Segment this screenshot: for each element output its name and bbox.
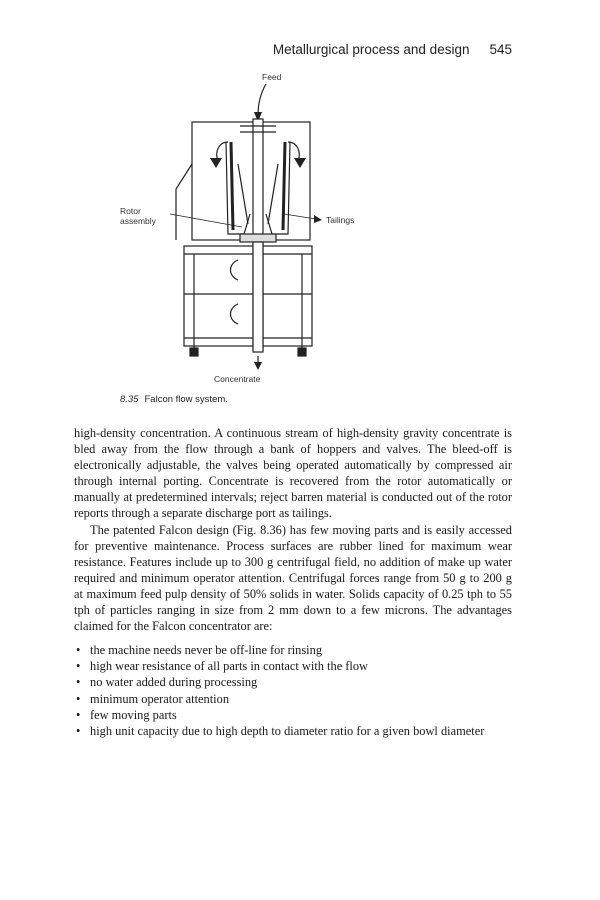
tailings-label: Tailings: [326, 215, 355, 225]
falcon-diagram: [110, 64, 390, 394]
running-header: [273, 42, 512, 57]
feed-label: Feed: [262, 72, 282, 82]
concentrate-label: Concentrate: [214, 374, 261, 384]
rotor-bowl: [226, 142, 250, 234]
list-item: • the machine needs never be off-line for rinsing: [74, 642, 512, 658]
figure-caption-text: Falcon flow system.: [144, 394, 228, 405]
running-title: Metallurgical process and design: [272, 42, 470, 57]
falcon-flow-figure: [110, 64, 390, 394]
paragraph-2: The patented Falcon design (Fig. 8.36) has few moving parts and is easily accessed for preventive maintenance. Process surfaces are rubber lined for maximum wear resistance. Features include up to 300 g centrifugal field, no addition of make up water required and minimum operator attention. Centrifugal forces range from 50 g to 200 g at maximum feed pulp density of 50% solids in water. Solids capacity of 0.25 tph to 55 tph of particles ranging in size from 2 mm down to a few microns. The advantages claimed for the Falcon concentrator are:: [74, 522, 512, 634]
rotor-label-line1: Rotor: [120, 206, 141, 216]
paragraph-1: high-density concentration. A continuous stream of high-density gravity concentrate is bled away from the flow through a bank of hoppers and valves. The bleed-off is electronically adjustable, the valves being operated automatically by compressed air through internal porting. Concentrate is recovered from the rotor automatically or manually at predetermined intervals; reject barren material is conducted out of the rotor reports through a separate discharge port as tailings.: [74, 426, 512, 521]
body-text: [74, 425, 512, 739]
figure-caption: [120, 394, 228, 405]
list-item: • few moving parts: [74, 707, 512, 723]
feed-arrow: [258, 84, 266, 116]
figure-number: 8.35: [120, 394, 139, 405]
support-frame: [184, 246, 312, 346]
page-number: 545: [489, 42, 512, 57]
list-item: • minimum operator attention: [74, 691, 512, 707]
housing: [192, 122, 310, 240]
list-item: • high unit capacity due to high depth to diameter ratio for a given bowl diameter: [74, 723, 512, 739]
housing-slant: [176, 164, 192, 240]
advantages-list: [74, 642, 512, 739]
list-item: • no water added during processing: [74, 674, 512, 690]
rotor-label-line2: assembly: [120, 216, 156, 226]
list-item: • high wear resistance of all parts in contact with the flow: [74, 658, 512, 674]
